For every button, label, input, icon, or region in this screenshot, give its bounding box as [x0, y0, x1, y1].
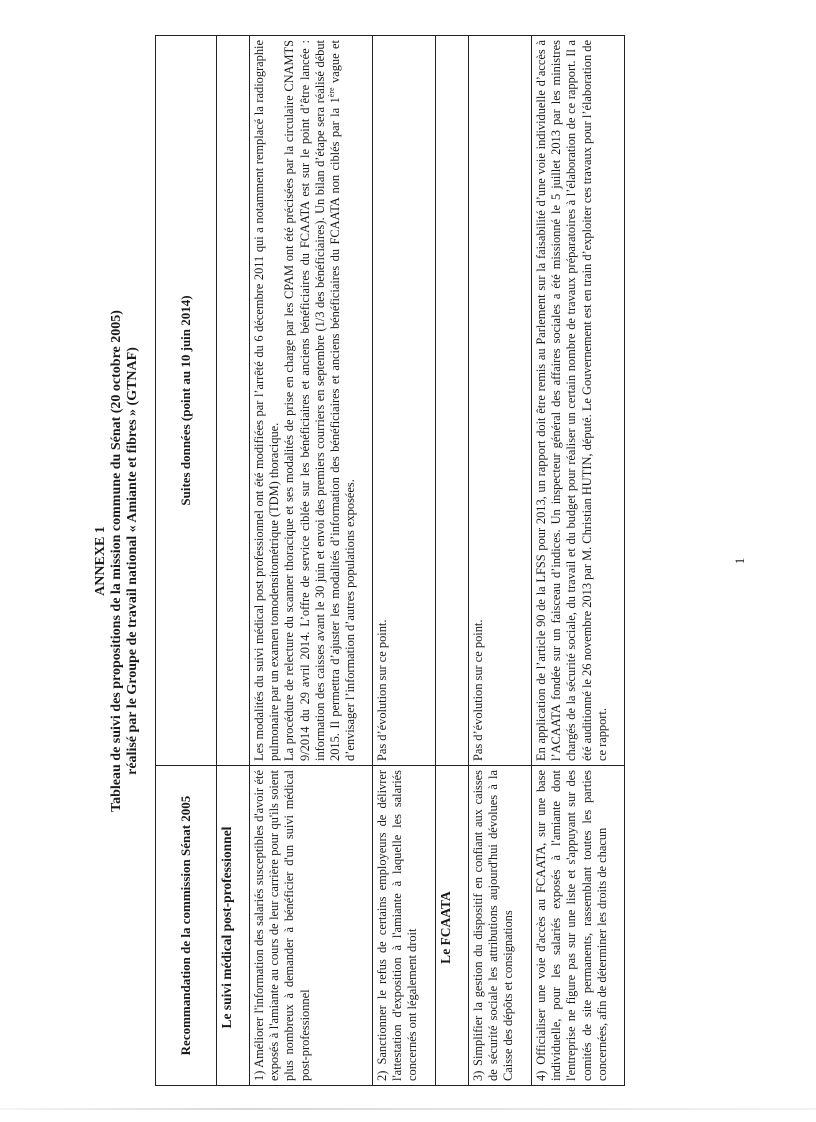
- section-empty-cell: [436, 36, 469, 766]
- followup-text: vague et d’envisager l’information d’autres populations exposées.: [328, 40, 358, 761]
- col-header-recommendation: Recommandation de la commission Sénat 2005: [156, 766, 217, 1086]
- superscript-text: ère: [326, 87, 336, 98]
- section-row: [436, 36, 469, 1086]
- recommendation-cell: 1) Améliorer l'information des salariés susceptibles d'avoir été exposés à l'amiante au cours de leur carrière pour qu'ils soient plus nombreux à demander à bénéficier d'un suivi médical post-professionnel: [250, 766, 373, 1086]
- annex-title: ANNEXE 1: [93, 526, 108, 596]
- recommendation-cell: 2) Sanctionner le refus de certains employeurs de délivrer l'attestation d'exposition à l'amiante à laquelle les salariés concernés ont légalement droit: [373, 766, 436, 1086]
- table-header-row: [156, 36, 217, 1086]
- followup-paragraph: Les modalités du suivi médical post professionnel ont été modifiées par l’arrêté du 6 décembre 2011 qui a notamment remplacé la radiographie pulmonaire par un examen tomodensitométrique (TDM) thoracique.: [252, 40, 282, 761]
- recommendation-cell: 4) Officialiser une voie d'accès au FCAATA, sur une base individuelle, pour les salariés exposés à l'amiante dont l'entreprise ne figure pas sur une liste et s'appuyant sur des comités de site permanents, rassemblant toutes les parties concernées, afin de déterminer les droits de chacun: [532, 766, 625, 1086]
- table-row: [373, 36, 436, 1086]
- section-row: [217, 36, 250, 1086]
- followup-cell: [250, 36, 373, 766]
- annex-subtitle-1: Tableau de suivi des propositions de la mission commune du Sénat (20 octobre 2005): [109, 310, 124, 812]
- scan-page-edge: [0, 1108, 816, 1110]
- followup-cell: En application de l’article 90 de la LFSS pour 2013, un rapport doit être remis au Parlement sur la faisabilité d’une voie individuelle d’accès à l’ACAATA fondée sur un faisceau d’indices. Un inspecteur général des affaires sociales a été missionné le 5 juillet 2013 par les ministres chargés de la sécurité sociale, du travail et du budget pour réaliser un certain nombre de travaux préparatoires à l’élaboration de ce rapport. Il a été auditionné le 26 novembre 2013 par M. Christian HUTIN, député. Le Gouvernement est en train d’exploiter ces travaux pour l’élaboration de ce rapport.: [532, 36, 625, 766]
- section-title-suivi-medical: Le suivi médical post-professionnel: [217, 766, 250, 1086]
- table-row: [250, 36, 373, 1086]
- followup-paragraph: [282, 40, 358, 761]
- section-empty-cell: [217, 36, 250, 766]
- table-row: [532, 36, 625, 1086]
- followup-cell: Pas d’évolution sur ce point.: [469, 36, 532, 766]
- section-title-fcaata: Le FCAATA: [436, 766, 469, 1086]
- page-number: 1: [732, 557, 747, 565]
- annex-subtitle-2: réalisé par le Groupe de travail national « Amiante et fibres » (GTNAF): [125, 347, 140, 775]
- col-header-followup: Suites données (point au 10 juin 2014): [156, 36, 217, 766]
- follow-up-table: [155, 35, 625, 1086]
- followup-cell: Pas d’évolution sur ce point.: [373, 36, 436, 766]
- recommendation-cell: 3) Simplifier la gestion du dispositif en confiant aux caisses de sécurité sociale les attributions aujourd'hui dévolues à la Caisse des dépôts et consignations: [469, 766, 532, 1086]
- followup-text: La procédure de relecture du scanner thoracique et ses modalités de prise en charge par les CPAM ont été précisées par la circulaire CNAMTS 9/2014 du 29 avril 2014. L’offre de service ciblée sur les bénéficiaires et anciens bénéficiaires du FCAATA est sur le point d’être lancée : information des caisses avant le 30 juin et envoi des premiers courriers en septembre (1/3 des bénéficiaires). Un bilan d’étape sera réalisé début 2015. Il permettra d’ajuster les modalités d’information des bénéficiaires et anciens bénéficiaires du FCAATA non ciblés par la 1: [282, 40, 343, 761]
- table-row: [469, 36, 532, 1086]
